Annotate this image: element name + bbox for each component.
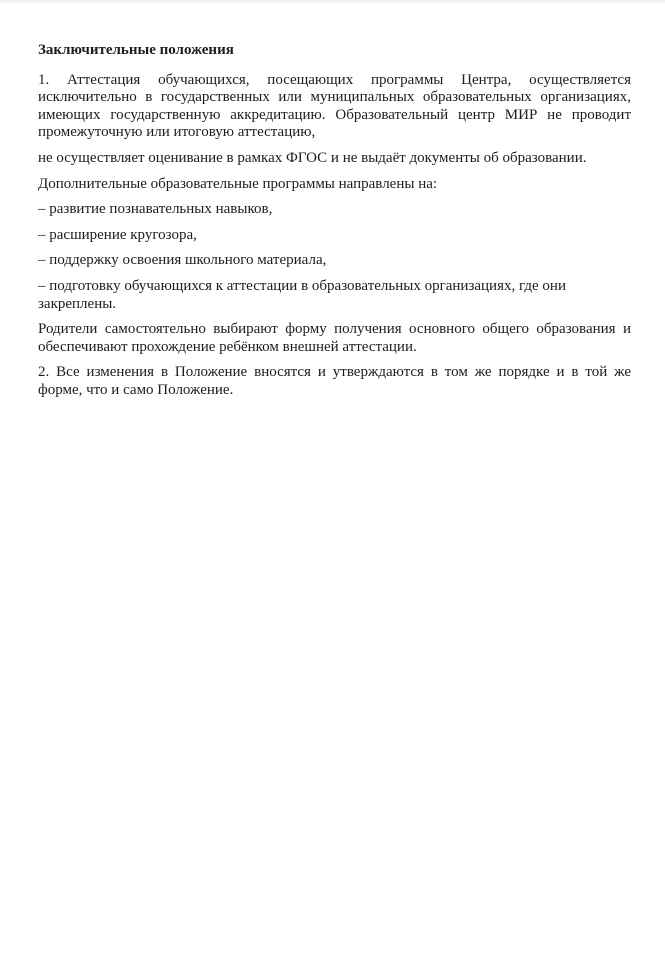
- list-item-cognitive-skills: – развитие познавательных навыков,: [38, 201, 273, 218]
- paragraph-parents-choice: Родители самостоятельно выбирают форму получения основного общего образования и обеспечивают прохождение ребёнком внешней аттестации.: [38, 321, 631, 355]
- document-heading: Заключительные положения: [38, 42, 234, 58]
- list-item-attestation-preparation: – подготовку обучающихся к аттестации в образовательных организациях, где они закреплены.: [38, 277, 566, 312]
- paragraph-fgos-no-documents: не осуществляет оценивание в рамках ФГОС и не выдаёт документы об образовании.: [38, 149, 587, 166]
- list-item-broaden-horizons: – расширение кругозора,: [38, 226, 197, 243]
- paragraph-attestation: 1. Аттестация обучающихся, посещающих программы Центра, осуществляется исключительно в государственных или муниципальных образовательных организациях, имеющих государственную аккредитацию. Образовательный центр МИР не проводит промежуточную или итоговую аттестацию,: [38, 71, 631, 141]
- paragraph-programs-intro: Дополнительные образовательные программы направлены на:: [38, 175, 438, 192]
- paragraph-amendments: 2. Все изменения в Положение вносятся и утверждаются в том же порядке и в той же форме, что и само Положение.: [38, 364, 631, 398]
- list-item-school-material-support: – поддержку освоения школьного материала,: [38, 252, 327, 269]
- document-page: [0, 4, 665, 400]
